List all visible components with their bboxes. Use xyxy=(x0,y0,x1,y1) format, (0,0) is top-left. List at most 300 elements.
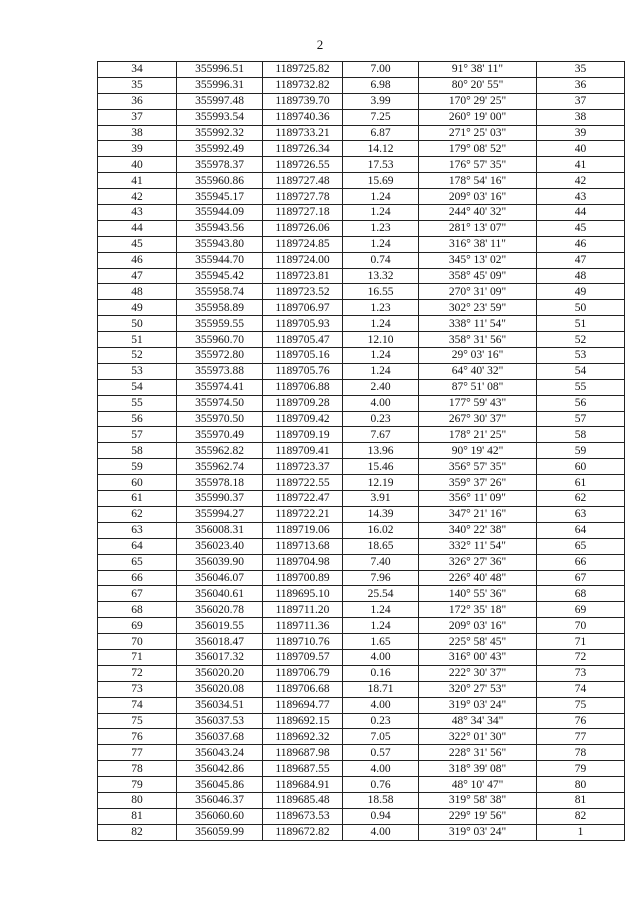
x-coordinate-cell: 355972.80 xyxy=(177,348,263,364)
bearing-angle-cell: 332° 11' 54" xyxy=(419,538,537,554)
x-coordinate-cell: 355958.74 xyxy=(177,284,263,300)
point-number-cell: 70 xyxy=(98,634,177,650)
next-point-cell: 73 xyxy=(537,665,625,681)
bearing-angle-cell: 179° 08' 52" xyxy=(419,141,537,157)
next-point-cell: 57 xyxy=(537,411,625,427)
bearing-angle-cell: 64° 40' 32" xyxy=(419,363,537,379)
next-point-cell: 64 xyxy=(537,522,625,538)
distance-cell: 1.24 xyxy=(343,618,419,634)
table-row xyxy=(98,506,625,522)
next-point-cell: 62 xyxy=(537,491,625,507)
distance-cell: 4.00 xyxy=(343,824,419,840)
bearing-angle-cell: 319° 58' 38" xyxy=(419,792,537,808)
point-number-cell: 48 xyxy=(98,284,177,300)
point-number-cell: 65 xyxy=(98,554,177,570)
point-number-cell: 35 xyxy=(98,77,177,93)
bearing-angle-cell: 322° 01' 30" xyxy=(419,729,537,745)
next-point-cell: 47 xyxy=(537,252,625,268)
y-coordinate-cell: 1189713.68 xyxy=(263,538,343,554)
point-number-cell: 46 xyxy=(98,252,177,268)
distance-cell: 12.10 xyxy=(343,332,419,348)
next-point-cell: 55 xyxy=(537,379,625,395)
y-coordinate-cell: 1189705.47 xyxy=(263,332,343,348)
point-number-cell: 52 xyxy=(98,348,177,364)
table-row xyxy=(98,411,625,427)
distance-cell: 1.65 xyxy=(343,634,419,650)
point-number-cell: 39 xyxy=(98,141,177,157)
x-coordinate-cell: 356059.99 xyxy=(177,824,263,840)
point-number-cell: 58 xyxy=(98,443,177,459)
x-coordinate-cell: 356020.20 xyxy=(177,665,263,681)
table-row xyxy=(98,745,625,761)
bearing-angle-cell: 316° 00' 43" xyxy=(419,649,537,665)
y-coordinate-cell: 1189726.34 xyxy=(263,141,343,157)
y-coordinate-cell: 1189672.82 xyxy=(263,824,343,840)
point-number-cell: 76 xyxy=(98,729,177,745)
table-row xyxy=(98,252,625,268)
table-row xyxy=(98,777,625,793)
table-row xyxy=(98,522,625,538)
table-row xyxy=(98,443,625,459)
y-coordinate-cell: 1189673.53 xyxy=(263,808,343,824)
bearing-angle-cell: 29° 03' 16" xyxy=(419,348,537,364)
point-number-cell: 77 xyxy=(98,745,177,761)
next-point-cell: 71 xyxy=(537,634,625,650)
y-coordinate-cell: 1189705.93 xyxy=(263,316,343,332)
x-coordinate-cell: 355993.54 xyxy=(177,109,263,125)
point-number-cell: 78 xyxy=(98,761,177,777)
point-number-cell: 80 xyxy=(98,792,177,808)
y-coordinate-cell: 1189724.00 xyxy=(263,252,343,268)
next-point-cell: 49 xyxy=(537,284,625,300)
bearing-angle-cell: 338° 11' 54" xyxy=(419,316,537,332)
next-point-cell: 38 xyxy=(537,109,625,125)
x-coordinate-cell: 356034.51 xyxy=(177,697,263,713)
next-point-cell: 80 xyxy=(537,777,625,793)
next-point-cell: 44 xyxy=(537,205,625,221)
point-number-cell: 56 xyxy=(98,411,177,427)
next-point-cell: 42 xyxy=(537,173,625,189)
distance-cell: 1.24 xyxy=(343,189,419,205)
bearing-angle-cell: 209° 03' 16" xyxy=(419,618,537,634)
table-row xyxy=(98,808,625,824)
bearing-angle-cell: 178° 21' 25" xyxy=(419,427,537,443)
x-coordinate-cell: 355973.88 xyxy=(177,363,263,379)
distance-cell: 13.32 xyxy=(343,268,419,284)
x-coordinate-cell: 355943.56 xyxy=(177,220,263,236)
x-coordinate-cell: 356046.37 xyxy=(177,792,263,808)
x-coordinate-cell: 356020.78 xyxy=(177,602,263,618)
x-coordinate-cell: 356017.32 xyxy=(177,649,263,665)
next-point-cell: 67 xyxy=(537,570,625,586)
distance-cell: 25.54 xyxy=(343,586,419,602)
point-number-cell: 57 xyxy=(98,427,177,443)
bearing-angle-cell: 172° 35' 18" xyxy=(419,602,537,618)
next-point-cell: 45 xyxy=(537,220,625,236)
table-row xyxy=(98,570,625,586)
y-coordinate-cell: 1189725.82 xyxy=(263,62,343,78)
bearing-angle-cell: 302° 23' 59" xyxy=(419,300,537,316)
bearing-angle-cell: 345° 13' 02" xyxy=(419,252,537,268)
point-number-cell: 36 xyxy=(98,93,177,109)
table-row xyxy=(98,649,625,665)
next-point-cell: 72 xyxy=(537,649,625,665)
table-row xyxy=(98,554,625,570)
y-coordinate-cell: 1189722.55 xyxy=(263,475,343,491)
bearing-angle-cell: 87° 51' 08" xyxy=(419,379,537,395)
next-point-cell: 56 xyxy=(537,395,625,411)
y-coordinate-cell: 1189706.97 xyxy=(263,300,343,316)
distance-cell: 7.40 xyxy=(343,554,419,570)
distance-cell: 12.19 xyxy=(343,475,419,491)
bearing-angle-cell: 91° 38' 11" xyxy=(419,62,537,78)
x-coordinate-cell: 355996.51 xyxy=(177,62,263,78)
distance-cell: 6.98 xyxy=(343,77,419,93)
bearing-angle-cell: 319° 03' 24" xyxy=(419,824,537,840)
x-coordinate-cell: 356040.61 xyxy=(177,586,263,602)
x-coordinate-cell: 355996.31 xyxy=(177,77,263,93)
table-row xyxy=(98,77,625,93)
distance-cell: 3.99 xyxy=(343,93,419,109)
bearing-angle-cell: 222° 30' 37" xyxy=(419,665,537,681)
table-row xyxy=(98,395,625,411)
point-number-cell: 82 xyxy=(98,824,177,840)
point-number-cell: 66 xyxy=(98,570,177,586)
distance-cell: 16.55 xyxy=(343,284,419,300)
x-coordinate-cell: 355944.09 xyxy=(177,205,263,221)
table-row xyxy=(98,729,625,745)
next-point-cell: 53 xyxy=(537,348,625,364)
y-coordinate-cell: 1189726.55 xyxy=(263,157,343,173)
y-coordinate-cell: 1189706.88 xyxy=(263,379,343,395)
next-point-cell: 50 xyxy=(537,300,625,316)
bearing-angle-cell: 170° 29' 25" xyxy=(419,93,537,109)
x-coordinate-cell: 355944.70 xyxy=(177,252,263,268)
distance-cell: 7.67 xyxy=(343,427,419,443)
distance-cell: 4.00 xyxy=(343,395,419,411)
next-point-cell: 68 xyxy=(537,586,625,602)
x-coordinate-cell: 355970.50 xyxy=(177,411,263,427)
bearing-angle-cell: 80° 20' 55" xyxy=(419,77,537,93)
distance-cell: 17.53 xyxy=(343,157,419,173)
distance-cell: 0.94 xyxy=(343,808,419,824)
table-row xyxy=(98,697,625,713)
table-row xyxy=(98,332,625,348)
x-coordinate-cell: 355997.48 xyxy=(177,93,263,109)
point-number-cell: 61 xyxy=(98,491,177,507)
page-number: 2 xyxy=(316,37,324,52)
distance-cell: 6.87 xyxy=(343,125,419,141)
x-coordinate-cell: 356037.68 xyxy=(177,729,263,745)
next-point-cell: 76 xyxy=(537,713,625,729)
bearing-angle-cell: 178° 54' 16" xyxy=(419,173,537,189)
next-point-cell: 54 xyxy=(537,363,625,379)
x-coordinate-cell: 356020.08 xyxy=(177,681,263,697)
distance-cell: 14.12 xyxy=(343,141,419,157)
x-coordinate-cell: 355962.74 xyxy=(177,459,263,475)
distance-cell: 18.58 xyxy=(343,792,419,808)
next-point-cell: 46 xyxy=(537,236,625,252)
distance-cell: 1.24 xyxy=(343,236,419,252)
y-coordinate-cell: 1189684.91 xyxy=(263,777,343,793)
y-coordinate-cell: 1189722.21 xyxy=(263,506,343,522)
bearing-angle-cell: 318° 39' 08" xyxy=(419,761,537,777)
table-row xyxy=(98,62,625,78)
next-point-cell: 78 xyxy=(537,745,625,761)
next-point-cell: 63 xyxy=(537,506,625,522)
table-row xyxy=(98,363,625,379)
point-number-cell: 72 xyxy=(98,665,177,681)
point-number-cell: 81 xyxy=(98,808,177,824)
distance-cell: 7.00 xyxy=(343,62,419,78)
x-coordinate-cell: 355978.18 xyxy=(177,475,263,491)
distance-cell: 15.46 xyxy=(343,459,419,475)
table-row xyxy=(98,141,625,157)
x-coordinate-cell: 355990.37 xyxy=(177,491,263,507)
y-coordinate-cell: 1189709.28 xyxy=(263,395,343,411)
next-point-cell: 36 xyxy=(537,77,625,93)
bearing-angle-cell: 228° 31' 56" xyxy=(419,745,537,761)
y-coordinate-cell: 1189711.20 xyxy=(263,602,343,618)
distance-cell: 16.02 xyxy=(343,522,419,538)
next-point-cell: 60 xyxy=(537,459,625,475)
y-coordinate-cell: 1189706.79 xyxy=(263,665,343,681)
table-row xyxy=(98,268,625,284)
next-point-cell: 48 xyxy=(537,268,625,284)
y-coordinate-cell: 1189724.85 xyxy=(263,236,343,252)
next-point-cell: 81 xyxy=(537,792,625,808)
point-number-cell: 60 xyxy=(98,475,177,491)
y-coordinate-cell: 1189687.55 xyxy=(263,761,343,777)
coordinates-table-body xyxy=(98,62,625,841)
distance-cell: 4.00 xyxy=(343,649,419,665)
y-coordinate-cell: 1189711.36 xyxy=(263,618,343,634)
y-coordinate-cell: 1189727.18 xyxy=(263,205,343,221)
x-coordinate-cell: 355962.82 xyxy=(177,443,263,459)
table-row xyxy=(98,602,625,618)
table-row xyxy=(98,189,625,205)
x-coordinate-cell: 355994.27 xyxy=(177,506,263,522)
point-number-cell: 67 xyxy=(98,586,177,602)
y-coordinate-cell: 1189685.48 xyxy=(263,792,343,808)
table-row xyxy=(98,379,625,395)
table-row xyxy=(98,93,625,109)
point-number-cell: 71 xyxy=(98,649,177,665)
x-coordinate-cell: 356060.60 xyxy=(177,808,263,824)
x-coordinate-cell: 355960.86 xyxy=(177,173,263,189)
table-row xyxy=(98,586,625,602)
bearing-angle-cell: 358° 31' 56" xyxy=(419,332,537,348)
y-coordinate-cell: 1189723.52 xyxy=(263,284,343,300)
bearing-angle-cell: 359° 37' 26" xyxy=(419,475,537,491)
y-coordinate-cell: 1189705.16 xyxy=(263,348,343,364)
bearing-angle-cell: 176° 57' 35" xyxy=(419,157,537,173)
distance-cell: 7.05 xyxy=(343,729,419,745)
distance-cell: 1.23 xyxy=(343,300,419,316)
y-coordinate-cell: 1189700.89 xyxy=(263,570,343,586)
distance-cell: 0.74 xyxy=(343,252,419,268)
table-row xyxy=(98,713,625,729)
x-coordinate-cell: 356042.86 xyxy=(177,761,263,777)
bearing-angle-cell: 244° 40' 32" xyxy=(419,205,537,221)
table-row xyxy=(98,205,625,221)
bearing-angle-cell: 281° 13' 07" xyxy=(419,220,537,236)
bearing-angle-cell: 48° 10' 47" xyxy=(419,777,537,793)
x-coordinate-cell: 356018.47 xyxy=(177,634,263,650)
point-number-cell: 69 xyxy=(98,618,177,634)
distance-cell: 15.69 xyxy=(343,173,419,189)
point-number-cell: 43 xyxy=(98,205,177,221)
point-number-cell: 63 xyxy=(98,522,177,538)
table-row xyxy=(98,634,625,650)
x-coordinate-cell: 355943.80 xyxy=(177,236,263,252)
bearing-angle-cell: 209° 03' 16" xyxy=(419,189,537,205)
bearing-angle-cell: 140° 55' 36" xyxy=(419,586,537,602)
y-coordinate-cell: 1189695.10 xyxy=(263,586,343,602)
y-coordinate-cell: 1189739.70 xyxy=(263,93,343,109)
point-number-cell: 64 xyxy=(98,538,177,554)
y-coordinate-cell: 1189709.42 xyxy=(263,411,343,427)
y-coordinate-cell: 1189727.48 xyxy=(263,173,343,189)
point-number-cell: 59 xyxy=(98,459,177,475)
y-coordinate-cell: 1189733.21 xyxy=(263,125,343,141)
y-coordinate-cell: 1189692.15 xyxy=(263,713,343,729)
bearing-angle-cell: 225° 58' 45" xyxy=(419,634,537,650)
x-coordinate-cell: 356046.07 xyxy=(177,570,263,586)
distance-cell: 3.91 xyxy=(343,491,419,507)
x-coordinate-cell: 356019.55 xyxy=(177,618,263,634)
distance-cell: 2.40 xyxy=(343,379,419,395)
y-coordinate-cell: 1189726.06 xyxy=(263,220,343,236)
distance-cell: 1.24 xyxy=(343,205,419,221)
distance-cell: 1.24 xyxy=(343,363,419,379)
x-coordinate-cell: 356043.24 xyxy=(177,745,263,761)
distance-cell: 18.65 xyxy=(343,538,419,554)
table-row xyxy=(98,681,625,697)
y-coordinate-cell: 1189709.41 xyxy=(263,443,343,459)
distance-cell: 13.96 xyxy=(343,443,419,459)
bearing-angle-cell: 347° 21' 16" xyxy=(419,506,537,522)
point-number-cell: 47 xyxy=(98,268,177,284)
table-row xyxy=(98,173,625,189)
y-coordinate-cell: 1189723.81 xyxy=(263,268,343,284)
table-row xyxy=(98,824,625,840)
bearing-angle-cell: 358° 45' 09" xyxy=(419,268,537,284)
y-coordinate-cell: 1189723.37 xyxy=(263,459,343,475)
next-point-cell: 1 xyxy=(537,824,625,840)
x-coordinate-cell: 355974.41 xyxy=(177,379,263,395)
distance-cell: 4.00 xyxy=(343,761,419,777)
y-coordinate-cell: 1189710.76 xyxy=(263,634,343,650)
point-number-cell: 38 xyxy=(98,125,177,141)
x-coordinate-cell: 355945.42 xyxy=(177,268,263,284)
x-coordinate-cell: 355945.17 xyxy=(177,189,263,205)
bearing-angle-cell: 356° 11' 09" xyxy=(419,491,537,507)
point-number-cell: 34 xyxy=(98,62,177,78)
next-point-cell: 35 xyxy=(537,62,625,78)
table-row xyxy=(98,618,625,634)
x-coordinate-cell: 355992.32 xyxy=(177,125,263,141)
next-point-cell: 69 xyxy=(537,602,625,618)
next-point-cell: 77 xyxy=(537,729,625,745)
distance-cell: 1.24 xyxy=(343,602,419,618)
point-number-cell: 62 xyxy=(98,506,177,522)
y-coordinate-cell: 1189719.06 xyxy=(263,522,343,538)
x-coordinate-cell: 356008.31 xyxy=(177,522,263,538)
next-point-cell: 40 xyxy=(537,141,625,157)
table-row xyxy=(98,316,625,332)
y-coordinate-cell: 1189692.32 xyxy=(263,729,343,745)
point-number-cell: 49 xyxy=(98,300,177,316)
bearing-angle-cell: 226° 40' 48" xyxy=(419,570,537,586)
point-number-cell: 44 xyxy=(98,220,177,236)
point-number-cell: 53 xyxy=(98,363,177,379)
bearing-angle-cell: 90° 19' 42" xyxy=(419,443,537,459)
table-row xyxy=(98,284,625,300)
table-row xyxy=(98,220,625,236)
bearing-angle-cell: 270° 31' 09" xyxy=(419,284,537,300)
distance-cell: 0.16 xyxy=(343,665,419,681)
next-point-cell: 82 xyxy=(537,808,625,824)
point-number-cell: 37 xyxy=(98,109,177,125)
next-point-cell: 70 xyxy=(537,618,625,634)
bearing-angle-cell: 48° 34' 34" xyxy=(419,713,537,729)
point-number-cell: 42 xyxy=(98,189,177,205)
distance-cell: 18.71 xyxy=(343,681,419,697)
distance-cell: 14.39 xyxy=(343,506,419,522)
bearing-angle-cell: 177° 59' 43" xyxy=(419,395,537,411)
x-coordinate-cell: 355958.89 xyxy=(177,300,263,316)
bearing-angle-cell: 271° 25' 03" xyxy=(419,125,537,141)
next-point-cell: 74 xyxy=(537,681,625,697)
bearing-angle-cell: 229° 19' 56" xyxy=(419,808,537,824)
y-coordinate-cell: 1189705.76 xyxy=(263,363,343,379)
next-point-cell: 43 xyxy=(537,189,625,205)
next-point-cell: 39 xyxy=(537,125,625,141)
table-row xyxy=(98,761,625,777)
distance-cell: 7.25 xyxy=(343,109,419,125)
bearing-angle-cell: 340° 22' 38" xyxy=(419,522,537,538)
point-number-cell: 55 xyxy=(98,395,177,411)
coordinates-table xyxy=(97,61,625,841)
next-point-cell: 75 xyxy=(537,697,625,713)
distance-cell: 0.23 xyxy=(343,713,419,729)
x-coordinate-cell: 356037.53 xyxy=(177,713,263,729)
bearing-angle-cell: 320° 27' 53" xyxy=(419,681,537,697)
distance-cell: 1.23 xyxy=(343,220,419,236)
next-point-cell: 79 xyxy=(537,761,625,777)
point-number-cell: 51 xyxy=(98,332,177,348)
bearing-angle-cell: 356° 57' 35" xyxy=(419,459,537,475)
next-point-cell: 61 xyxy=(537,475,625,491)
distance-cell: 0.57 xyxy=(343,745,419,761)
y-coordinate-cell: 1189687.98 xyxy=(263,745,343,761)
point-number-cell: 45 xyxy=(98,236,177,252)
next-point-cell: 66 xyxy=(537,554,625,570)
x-coordinate-cell: 355974.50 xyxy=(177,395,263,411)
point-number-cell: 54 xyxy=(98,379,177,395)
x-coordinate-cell: 355959.55 xyxy=(177,316,263,332)
next-point-cell: 37 xyxy=(537,93,625,109)
distance-cell: 1.24 xyxy=(343,348,419,364)
point-number-cell: 75 xyxy=(98,713,177,729)
bearing-angle-cell: 267° 30' 37" xyxy=(419,411,537,427)
table-row xyxy=(98,538,625,554)
bearing-angle-cell: 319° 03' 24" xyxy=(419,697,537,713)
point-number-cell: 73 xyxy=(98,681,177,697)
y-coordinate-cell: 1189709.57 xyxy=(263,649,343,665)
x-coordinate-cell: 356023.40 xyxy=(177,538,263,554)
